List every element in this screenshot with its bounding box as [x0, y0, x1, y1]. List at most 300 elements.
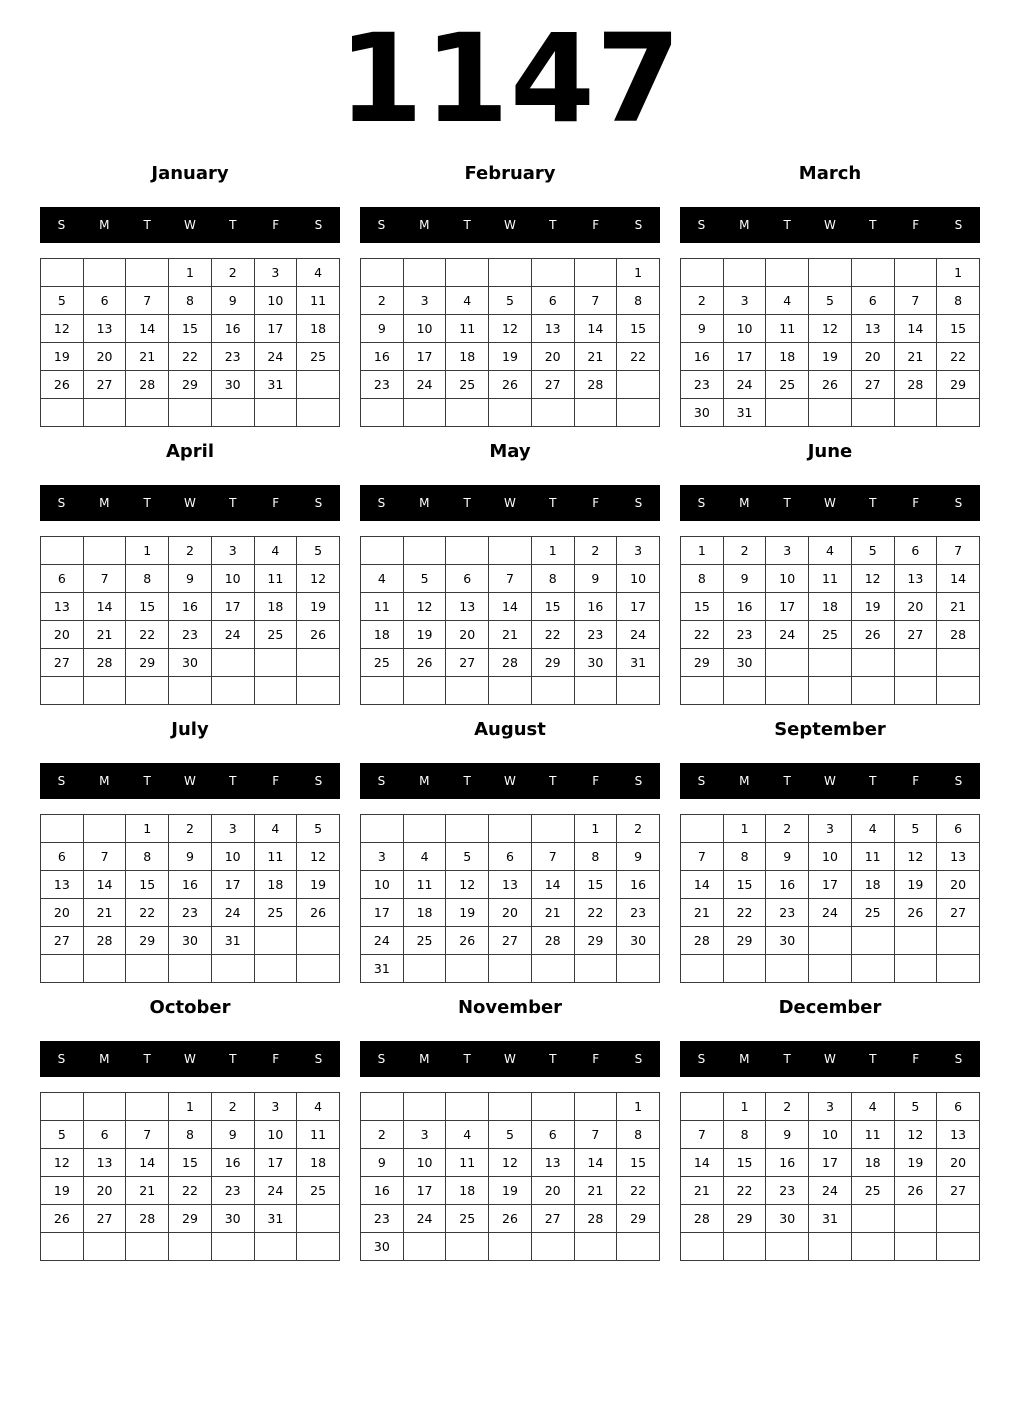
day-cell: 10	[403, 1149, 446, 1177]
days-grid	[680, 258, 980, 427]
weekday-label: M	[419, 496, 430, 510]
day-cell: 15	[126, 871, 169, 899]
day-cell: 17	[211, 593, 254, 621]
day-cell: 1	[723, 1093, 766, 1121]
day-cell: 3	[254, 1093, 297, 1121]
weekday-label: T	[783, 218, 791, 232]
month-name: August	[474, 719, 546, 740]
days-grid	[680, 1092, 980, 1261]
day-cell: 19	[297, 871, 340, 899]
day-cell: 30	[361, 1233, 404, 1261]
day-cell: 26	[41, 1205, 84, 1233]
day-cell: 15	[617, 315, 660, 343]
weekday-label: S	[634, 774, 643, 788]
day-cell: 23	[723, 621, 766, 649]
day-cell: 21	[531, 899, 574, 927]
day-cell: 27	[446, 649, 489, 677]
day-cell: 21	[574, 343, 617, 371]
day-cell: 6	[489, 843, 532, 871]
empty-day-cell	[851, 1233, 894, 1261]
weekday-label: T	[549, 1052, 557, 1066]
empty-day-cell	[169, 399, 212, 427]
empty-day-cell	[297, 399, 340, 427]
empty-day-cell	[851, 259, 894, 287]
days-grid	[680, 536, 980, 705]
day-cell: 13	[41, 593, 84, 621]
empty-day-cell	[809, 955, 852, 983]
week-row	[41, 1093, 340, 1121]
day-cell: 1	[574, 815, 617, 843]
weekday-label: W	[504, 1052, 516, 1066]
month-name: June	[807, 441, 853, 462]
day-cell: 8	[531, 565, 574, 593]
day-cell: 12	[297, 843, 340, 871]
day-cell: 17	[254, 1149, 297, 1177]
week-row	[361, 371, 660, 399]
day-cell: 24	[211, 621, 254, 649]
day-cell: 17	[211, 871, 254, 899]
day-cell: 17	[809, 871, 852, 899]
weekday-label: S	[634, 496, 643, 510]
day-cell: 29	[617, 1205, 660, 1233]
week-row	[41, 1233, 340, 1261]
day-cell: 1	[126, 537, 169, 565]
day-cell: 9	[766, 1121, 809, 1149]
day-cell: 7	[489, 565, 532, 593]
day-cell: 14	[489, 593, 532, 621]
day-cell: 11	[446, 315, 489, 343]
day-cell: 24	[403, 371, 446, 399]
empty-day-cell	[489, 259, 532, 287]
empty-day-cell	[446, 1093, 489, 1121]
day-cell: 23	[681, 371, 724, 399]
empty-day-cell	[937, 1233, 980, 1261]
day-cell: 6	[531, 1121, 574, 1149]
empty-day-cell	[446, 399, 489, 427]
weekday-label: M	[739, 1052, 750, 1066]
day-cell: 16	[361, 343, 404, 371]
empty-day-cell	[297, 371, 340, 399]
month-august	[360, 714, 660, 992]
week-row	[41, 815, 340, 843]
week-row	[361, 815, 660, 843]
day-cell: 26	[403, 649, 446, 677]
day-cell: 29	[937, 371, 980, 399]
day-cell: 10	[211, 843, 254, 871]
empty-day-cell	[937, 677, 980, 705]
day-cell: 15	[937, 315, 980, 343]
weekday-label: S	[634, 218, 643, 232]
week-row	[41, 371, 340, 399]
month-january	[40, 158, 340, 436]
day-cell: 31	[254, 1205, 297, 1233]
day-cell: 27	[41, 927, 84, 955]
weekday-label: T	[463, 496, 471, 510]
day-cell: 27	[41, 649, 84, 677]
day-cell: 8	[617, 1121, 660, 1149]
weekday-label: M	[739, 774, 750, 788]
week-row	[361, 955, 660, 983]
weekday-label: T	[869, 496, 877, 510]
empty-day-cell	[83, 537, 126, 565]
day-cell: 14	[83, 871, 126, 899]
weekday-label: T	[229, 774, 237, 788]
day-cell: 16	[361, 1177, 404, 1205]
day-cell: 4	[297, 1093, 340, 1121]
day-cell: 9	[617, 843, 660, 871]
week-row	[681, 287, 980, 315]
day-cell: 10	[723, 315, 766, 343]
day-cell: 24	[809, 1177, 852, 1205]
weekday-label: S	[57, 218, 66, 232]
empty-day-cell	[617, 955, 660, 983]
day-cell: 15	[617, 1149, 660, 1177]
day-cell: 12	[403, 593, 446, 621]
day-cell: 3	[723, 287, 766, 315]
empty-day-cell	[403, 537, 446, 565]
weekday-label: T	[549, 218, 557, 232]
weekday-label: M	[99, 774, 110, 788]
empty-day-cell	[254, 649, 297, 677]
weekday-label: S	[314, 496, 323, 510]
day-cell: 27	[937, 899, 980, 927]
empty-day-cell	[446, 537, 489, 565]
day-cell: 30	[211, 371, 254, 399]
empty-day-cell	[254, 399, 297, 427]
day-cell: 16	[169, 593, 212, 621]
day-cell: 17	[403, 1177, 446, 1205]
day-cell: 25	[851, 899, 894, 927]
empty-day-cell	[531, 259, 574, 287]
day-cell: 10	[254, 1121, 297, 1149]
week-row	[361, 1177, 660, 1205]
week-row	[41, 1177, 340, 1205]
weekday-label: W	[824, 1052, 836, 1066]
weekday-label: W	[824, 774, 836, 788]
day-cell: 2	[169, 537, 212, 565]
week-row	[361, 899, 660, 927]
day-cell: 21	[83, 621, 126, 649]
weekday-label: M	[99, 218, 110, 232]
day-cell: 9	[169, 565, 212, 593]
week-row	[41, 259, 340, 287]
day-cell: 23	[574, 621, 617, 649]
empty-day-cell	[403, 677, 446, 705]
day-cell: 4	[446, 287, 489, 315]
day-cell: 6	[937, 1093, 980, 1121]
day-cell: 9	[766, 843, 809, 871]
day-cell: 8	[169, 1121, 212, 1149]
week-row	[41, 399, 340, 427]
weekday-label: T	[463, 1052, 471, 1066]
day-cell: 20	[894, 593, 937, 621]
day-cell: 24	[617, 621, 660, 649]
weekday-label: S	[634, 1052, 643, 1066]
day-cell: 28	[681, 927, 724, 955]
day-cell: 31	[723, 399, 766, 427]
week-row	[681, 371, 980, 399]
day-cell: 29	[126, 927, 169, 955]
day-cell: 11	[297, 1121, 340, 1149]
empty-day-cell	[169, 955, 212, 983]
day-cell: 29	[169, 1205, 212, 1233]
day-cell: 6	[937, 815, 980, 843]
month-february	[360, 158, 660, 436]
day-cell: 5	[894, 1093, 937, 1121]
day-cell: 30	[211, 1205, 254, 1233]
day-cell: 1	[169, 259, 212, 287]
day-cell: 26	[41, 371, 84, 399]
empty-day-cell	[809, 259, 852, 287]
day-cell: 30	[617, 927, 660, 955]
day-cell: 31	[809, 1205, 852, 1233]
month-name: March	[798, 163, 862, 184]
week-row	[681, 927, 980, 955]
day-cell: 2	[681, 287, 724, 315]
week-row	[41, 315, 340, 343]
day-cell: 9	[169, 843, 212, 871]
day-cell: 8	[126, 565, 169, 593]
day-cell: 11	[446, 1149, 489, 1177]
day-cell: 14	[531, 871, 574, 899]
weekday-label: S	[697, 218, 706, 232]
day-cell: 13	[83, 1149, 126, 1177]
day-cell: 17	[361, 899, 404, 927]
day-cell: 30	[766, 1205, 809, 1233]
empty-day-cell	[766, 1233, 809, 1261]
month-name: January	[151, 163, 229, 184]
day-cell: 23	[766, 899, 809, 927]
weekday-label: S	[314, 1052, 323, 1066]
weekday-label: T	[463, 218, 471, 232]
day-cell: 12	[894, 1121, 937, 1149]
week-row	[681, 621, 980, 649]
day-cell: 19	[489, 1177, 532, 1205]
empty-day-cell	[211, 1233, 254, 1261]
day-cell: 21	[894, 343, 937, 371]
day-cell: 8	[617, 287, 660, 315]
weekday-label: T	[229, 496, 237, 510]
weekday-label: F	[592, 218, 600, 232]
empty-day-cell	[446, 259, 489, 287]
empty-day-cell	[403, 815, 446, 843]
day-cell: 28	[894, 371, 937, 399]
day-cell: 5	[489, 287, 532, 315]
day-cell: 27	[894, 621, 937, 649]
empty-day-cell	[681, 1093, 724, 1121]
week-row	[681, 1121, 980, 1149]
weekday-label: W	[824, 496, 836, 510]
empty-day-cell	[403, 259, 446, 287]
empty-day-cell	[574, 1233, 617, 1261]
weekday-label: M	[739, 218, 750, 232]
day-cell: 28	[574, 1205, 617, 1233]
day-cell: 22	[531, 621, 574, 649]
day-cell: 10	[254, 287, 297, 315]
day-cell: 22	[723, 1177, 766, 1205]
day-cell: 1	[937, 259, 980, 287]
day-cell: 29	[126, 649, 169, 677]
day-cell: 8	[169, 287, 212, 315]
day-cell: 25	[446, 371, 489, 399]
day-cell: 23	[617, 899, 660, 927]
month-may	[360, 436, 660, 714]
days-grid	[360, 536, 660, 705]
day-cell: 18	[254, 593, 297, 621]
day-cell: 18	[851, 1149, 894, 1177]
week-row	[681, 343, 980, 371]
day-cell: 16	[766, 1149, 809, 1177]
day-cell: 4	[851, 1093, 894, 1121]
day-cell: 12	[41, 315, 84, 343]
day-cell: 8	[681, 565, 724, 593]
empty-day-cell	[297, 955, 340, 983]
day-cell: 30	[681, 399, 724, 427]
empty-day-cell	[41, 677, 84, 705]
day-cell: 22	[937, 343, 980, 371]
day-cell: 23	[766, 1177, 809, 1205]
weekday-label: F	[272, 1052, 280, 1066]
empty-day-cell	[169, 677, 212, 705]
day-cell: 12	[809, 315, 852, 343]
empty-day-cell	[531, 1093, 574, 1121]
empty-day-cell	[297, 1233, 340, 1261]
day-cell: 29	[574, 927, 617, 955]
day-cell: 16	[169, 871, 212, 899]
weekday-label: W	[184, 1052, 196, 1066]
day-cell: 27	[851, 371, 894, 399]
day-cell: 14	[126, 1149, 169, 1177]
empty-day-cell	[809, 649, 852, 677]
weekday-label: T	[143, 774, 151, 788]
day-cell: 18	[254, 871, 297, 899]
day-cell: 29	[723, 927, 766, 955]
weekday-label: F	[272, 496, 280, 510]
day-cell: 7	[83, 843, 126, 871]
day-cell: 18	[403, 899, 446, 927]
day-cell: 21	[126, 343, 169, 371]
day-cell: 4	[297, 259, 340, 287]
day-cell: 13	[446, 593, 489, 621]
day-cell: 7	[937, 537, 980, 565]
day-cell: 14	[681, 1149, 724, 1177]
empty-day-cell	[894, 1205, 937, 1233]
empty-day-cell	[41, 1233, 84, 1261]
empty-day-cell	[574, 1093, 617, 1121]
day-cell: 8	[126, 843, 169, 871]
day-cell: 7	[531, 843, 574, 871]
week-row	[681, 677, 980, 705]
empty-day-cell	[766, 677, 809, 705]
weekday-label: M	[419, 1052, 430, 1066]
day-cell: 2	[574, 537, 617, 565]
day-cell: 3	[403, 287, 446, 315]
empty-day-cell	[83, 815, 126, 843]
weekday-label: S	[377, 1052, 386, 1066]
week-row	[361, 1093, 660, 1121]
empty-day-cell	[766, 259, 809, 287]
empty-day-cell	[894, 399, 937, 427]
day-cell: 12	[489, 315, 532, 343]
empty-day-cell	[361, 815, 404, 843]
day-cell: 14	[574, 1149, 617, 1177]
day-cell: 25	[297, 343, 340, 371]
day-cell: 22	[574, 899, 617, 927]
day-cell: 28	[574, 371, 617, 399]
empty-day-cell	[446, 815, 489, 843]
empty-day-cell	[937, 649, 980, 677]
day-cell: 25	[361, 649, 404, 677]
empty-day-cell	[681, 677, 724, 705]
day-cell: 8	[937, 287, 980, 315]
day-cell: 3	[361, 843, 404, 871]
weekday-label: T	[229, 218, 237, 232]
day-cell: 1	[126, 815, 169, 843]
empty-day-cell	[446, 1233, 489, 1261]
weekday-label: S	[377, 496, 386, 510]
week-row	[681, 259, 980, 287]
day-cell: 20	[937, 1149, 980, 1177]
empty-day-cell	[126, 399, 169, 427]
week-row	[681, 399, 980, 427]
weekday-label: W	[504, 218, 516, 232]
empty-day-cell	[766, 955, 809, 983]
day-cell: 29	[681, 649, 724, 677]
days-grid	[40, 1092, 340, 1261]
day-cell: 21	[681, 1177, 724, 1205]
day-cell: 14	[126, 315, 169, 343]
day-cell: 13	[894, 565, 937, 593]
weekday-header	[360, 207, 660, 243]
days-grid	[40, 814, 340, 983]
day-cell: 7	[126, 1121, 169, 1149]
empty-day-cell	[41, 955, 84, 983]
day-cell: 6	[446, 565, 489, 593]
day-cell: 5	[446, 843, 489, 871]
day-cell: 27	[83, 371, 126, 399]
day-cell: 21	[681, 899, 724, 927]
day-cell: 28	[681, 1205, 724, 1233]
weekday-label: M	[739, 496, 750, 510]
week-row	[681, 815, 980, 843]
day-cell: 25	[403, 927, 446, 955]
day-cell: 29	[531, 649, 574, 677]
day-cell: 28	[83, 649, 126, 677]
week-row	[41, 593, 340, 621]
empty-day-cell	[83, 1233, 126, 1261]
weekday-header	[40, 1041, 340, 1077]
day-cell: 5	[297, 815, 340, 843]
weekday-label: F	[592, 1052, 600, 1066]
week-row	[361, 593, 660, 621]
weekday-label: S	[697, 774, 706, 788]
day-cell: 6	[83, 1121, 126, 1149]
empty-day-cell	[809, 677, 852, 705]
empty-day-cell	[681, 259, 724, 287]
day-cell: 26	[809, 371, 852, 399]
week-row	[681, 871, 980, 899]
day-cell: 4	[766, 287, 809, 315]
month-name: July	[171, 719, 209, 740]
weekday-label: W	[184, 218, 196, 232]
empty-day-cell	[809, 1233, 852, 1261]
day-cell: 26	[489, 1205, 532, 1233]
days-grid	[360, 1092, 660, 1261]
week-row	[361, 537, 660, 565]
day-cell: 9	[574, 565, 617, 593]
empty-day-cell	[681, 955, 724, 983]
empty-day-cell	[894, 1233, 937, 1261]
